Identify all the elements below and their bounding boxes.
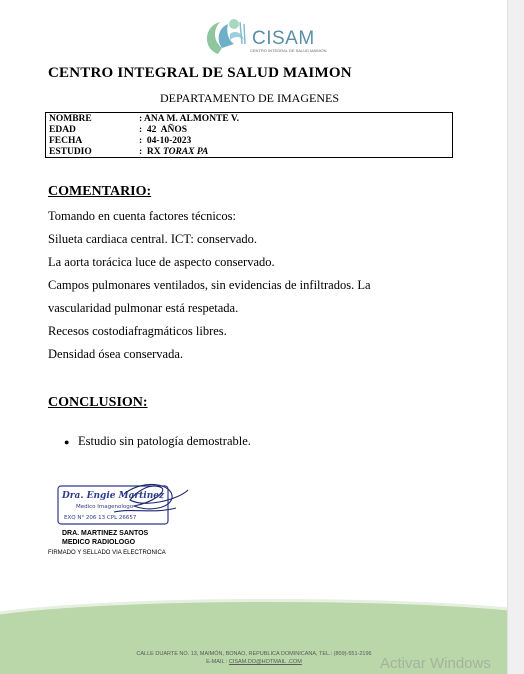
comentario-line: Densidad ósea conservada. <box>48 347 184 361</box>
comentario-line: vascularidad pulmonar está respetada. <box>48 301 239 315</box>
department-title: DEPARTAMENTO DE IMAGENES <box>160 91 339 105</box>
info-row-edad <box>49 125 449 136</box>
logo-subtitle: CENTRO INTEGRAL DE SALUD MAIMON <box>250 48 327 53</box>
stamp-name: Dra. Engie Martinez <box>62 491 165 501</box>
info-value: : 04-10-2023 <box>139 136 192 146</box>
info-row-estudio <box>49 147 449 158</box>
comentario-line: Silueta cardiaca central. ICT: conservado. <box>48 232 258 246</box>
info-label: FECHA <box>49 136 83 146</box>
comentario-line: Campos pulmonares ventilados, sin evidencias de infiltrados. La <box>48 278 371 292</box>
signature-stamp <box>54 478 194 528</box>
footer-address: CALLE DUARTE NO. 13, MAIMÓN, BONAO, REPUBLICA DOMINICANA, TEL.: (809)-551-2196 <box>136 651 372 657</box>
info-label: EDAD <box>49 125 76 135</box>
comentario-line: Recesos costodiafragmáticos libres. <box>48 324 227 338</box>
stamp-exq: EXQ N° 206 13 CPL 26657 <box>64 515 137 521</box>
info-label: ESTUDIO <box>49 147 92 157</box>
conclusion-item: Estudio sin patología demostrable. <box>78 434 251 448</box>
stamp-role: Medico Imagenologo <box>76 504 134 510</box>
comentario-heading: COMENTARIO: <box>48 184 152 199</box>
conclusion-heading: CONCLUSION: <box>48 395 148 410</box>
info-value: : 42 AÑOS <box>139 125 188 135</box>
comentario-line: La aorta torácica luce de aspecto conservado. <box>48 255 275 269</box>
info-label: NOMBRE <box>49 114 92 124</box>
info-row-nombre <box>49 114 449 125</box>
comentario-line: Tomando en cuenta factores técnicos: <box>48 209 236 223</box>
patient-info-box <box>45 112 453 158</box>
info-value: : ANA M. ALMONTE V. <box>139 114 239 124</box>
page-title: CENTRO INTEGRAL DE SALUD MAIMON <box>48 65 352 81</box>
email-label: E-MAIL : <box>206 659 229 665</box>
info-row-fecha <box>49 136 449 147</box>
signer-name: DRA. MARTINEZ SANTOS <box>62 530 149 537</box>
email-link[interactable]: CISAM.DO@HOTMAIL .COM <box>228 659 302 665</box>
info-value-italic: TORAX PA <box>163 147 209 157</box>
signature-note: FIRMADO Y SELLADO VIA ELECTRONICA <box>48 550 166 556</box>
signer-role: MEDICO RADIOLOGO <box>62 539 136 546</box>
info-value-prefix: : RX <box>139 147 164 157</box>
info-value <box>139 147 208 158</box>
bullet-icon: ● <box>64 437 70 447</box>
logo-name: CISAM <box>252 28 315 49</box>
activation-watermark: Activar Windows <box>380 655 491 672</box>
vertical-scrollbar[interactable] <box>507 0 524 674</box>
